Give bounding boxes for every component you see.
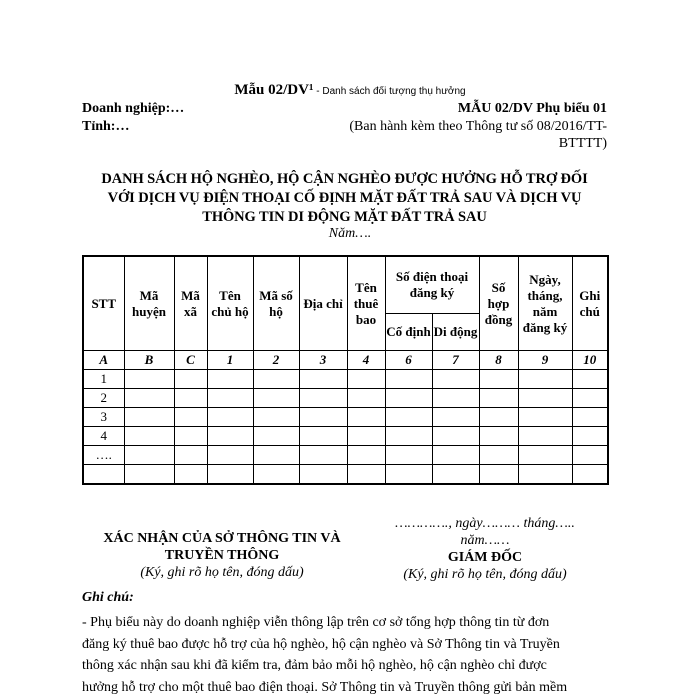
header-household-head: Tên chủ hộ <box>207 256 253 351</box>
row-number <box>83 465 124 485</box>
index-cell: 3 <box>299 351 347 370</box>
row-number: 1 <box>83 370 124 389</box>
header-commune-code: Mã xã <box>174 256 207 351</box>
department-title-line2: TRUYỀN THÔNG <box>164 548 280 563</box>
department-signature-note: (Ký, ghi rõ họ tên, đóng dấu) <box>140 565 304 580</box>
date-line-2: năm…… <box>460 533 510 548</box>
province-label: Tỉnh:… <box>82 119 130 134</box>
index-cell: A <box>83 351 124 370</box>
header-household-id: Mã số hộ <box>253 256 299 351</box>
household-table <box>82 255 609 485</box>
issuance-note-line2: BTTTT) <box>558 136 607 151</box>
header-notes: Ghi chú <box>572 256 608 351</box>
date-line-1: …………., ngày……… tháng….. <box>395 516 575 531</box>
table-row <box>83 446 608 465</box>
header-district-code: Mã huyện <box>124 256 174 351</box>
notes-line-3: thông xác nhận sau khi đã kiểm tra, đảm bảo mỗi hộ nghèo, hộ cận nghèo chỉ được <box>82 658 547 673</box>
department-title-line1: XÁC NHẬN CỦA SỞ THÔNG TIN VÀ <box>103 531 341 546</box>
department-confirmation <box>82 530 362 581</box>
header-fixed-line: Cố định <box>385 314 432 351</box>
index-cell: 8 <box>479 351 518 370</box>
header-address: Địa chỉ <box>299 256 347 351</box>
issuance-note-line1: (Ban hành kèm theo Thông tư số 08/2016/TT- <box>349 119 607 134</box>
index-cell: 2 <box>253 351 299 370</box>
header-registration-date: Ngày, tháng, năm đăng ký <box>518 256 572 351</box>
index-cell: 9 <box>518 351 572 370</box>
row-number: 2 <box>83 389 124 408</box>
table-row <box>83 389 608 408</box>
index-cell: 4 <box>347 351 385 370</box>
notes-line-2: đăng ký thuê bao được hỗ trợ của hộ nghèo, hộ cận nghèo và Sở Thông tin và Truyền <box>82 636 560 652</box>
table-row <box>83 408 608 427</box>
index-cell: 10 <box>572 351 608 370</box>
header-stt: STT <box>83 256 124 351</box>
form-code: MẪU 02/DV Phụ biểu 01 <box>457 101 607 116</box>
notes-line-1: - Phụ biểu này do doanh nghiệp viễn thông lập trên cơ sở tổng hợp thông tin từ đơn <box>82 615 550 630</box>
index-cell: C <box>174 351 207 370</box>
enterprise-label: Doanh nghiệp:… <box>82 101 185 116</box>
header-phone-number: Số điện thoại đăng ký <box>385 256 479 314</box>
director-signature-block <box>360 515 610 583</box>
index-cell: 7 <box>432 351 479 370</box>
table-row <box>83 465 608 485</box>
heading-line-1: DANH SÁCH HỘ NGHÈO, HỘ CẬN NGHÈO ĐƯỢC HƯỞNG HỖ TRỢ ĐỐI <box>101 171 588 187</box>
form-title-sub: - Danh sách đối tượng thụ hưởng <box>313 86 466 97</box>
index-cell: 6 <box>385 351 432 370</box>
header-subscriber-name: Tên thuê bao <box>347 256 385 351</box>
heading-line-2: VỚI DỊCH VỤ ĐIỆN THOẠI CỐ ĐỊNH MẶT ĐẤT TRẢ SAU VÀ DỊCH VỤ <box>107 190 582 206</box>
header-mobile: Di động <box>432 314 479 351</box>
document-heading <box>82 170 607 227</box>
table-row <box>83 427 608 446</box>
header-contract-number: Số hợp đồng <box>479 256 518 351</box>
heading-line-3: THÔNG TIN DI ĐỘNG MẶT ĐẤT TRẢ SAU <box>202 209 487 225</box>
director-signature-note: (Ký, ghi rõ họ tên, đóng dấu) <box>403 567 567 582</box>
index-cell: 1 <box>207 351 253 370</box>
notes-body <box>82 612 607 698</box>
notes-label: Ghi chú: <box>82 590 134 605</box>
form-title <box>0 82 700 99</box>
year-label: Năm…. <box>328 226 372 241</box>
notes-line-4: hưởng hỗ trợ cho một thuê bao điện thoại. Sở Thông tin và Truyền thông gửi bản mềm <box>82 679 568 695</box>
director-title: GIÁM ĐỐC <box>447 550 523 565</box>
form-title-main: Mẫu 02/DV¹ <box>234 82 314 98</box>
row-number: 4 <box>83 427 124 446</box>
row-number: 3 <box>83 408 124 427</box>
table-row <box>83 370 608 389</box>
index-cell: B <box>124 351 174 370</box>
column-index-row <box>83 351 608 370</box>
row-number: …. <box>83 446 124 465</box>
